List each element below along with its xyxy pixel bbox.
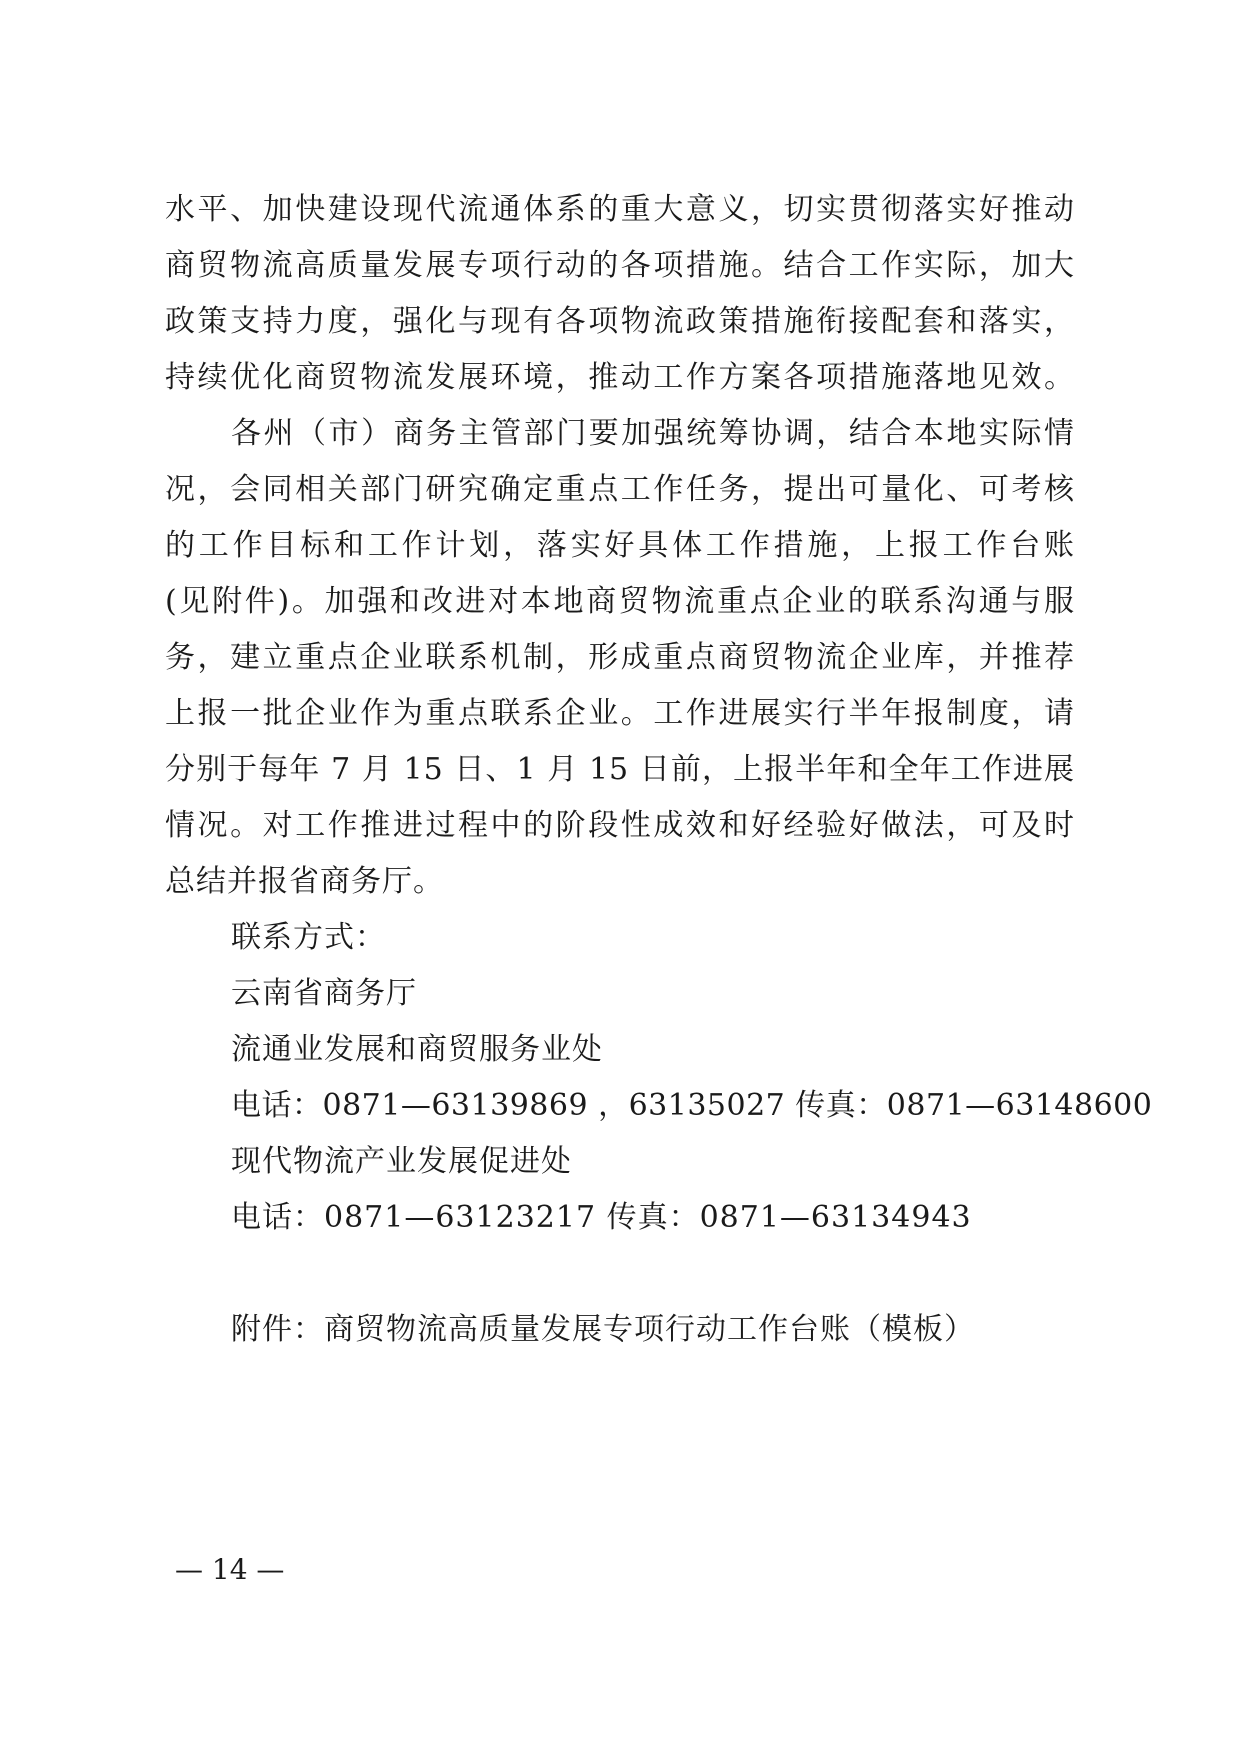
contact-department-1: 流通业发展和商贸服务业处 xyxy=(231,1032,603,1067)
contact-heading: 联系方式： xyxy=(231,920,386,955)
paragraph-2-line-1: 各州（市）商务主管部门要加强统筹协调，结合本地实际情 xyxy=(231,416,1075,451)
paragraph-2-line-7: 分别于每年 7 月 15 日、1 月 15 日前，上报半年和全年工作进展 xyxy=(165,752,1075,787)
paragraph-2-line-5: 务，建立重点企业联系机制，形成重点商贸物流企业库，并推荐 xyxy=(165,640,1075,675)
paragraph-1-line-4: 持续优化商贸物流发展环境，推动工作方案各项措施落地见效。 xyxy=(165,360,1075,395)
paragraph-2-line-8: 情况。对工作推进过程中的阶段性成效和好经验好做法，可及时 xyxy=(165,808,1075,843)
paragraph-1-line-3: 政策支持力度，强化与现有各项物流政策措施衔接配套和落实， xyxy=(165,304,1075,339)
attachment-note: 附件：商贸物流高质量发展专项行动工作台账（模板） xyxy=(231,1312,975,1347)
contact-department-2-phone: 电话：0871—63123217 传真：0871—63134943 xyxy=(231,1200,972,1235)
paragraph-1-line-1: 水平、加快建设现代流通体系的重大意义，切实贯彻落实好推动 xyxy=(165,192,1075,227)
paragraph-2-line-6: 上报一批企业作为重点联系企业。工作进展实行半年报制度，请 xyxy=(165,696,1075,731)
paragraph-2-line-3: 的工作目标和工作计划，落实好具体工作措施，上报工作台账 xyxy=(165,528,1075,563)
paragraph-1-line-2: 商贸物流高质量发展专项行动的各项措施。结合工作实际，加大 xyxy=(165,248,1075,283)
contact-department-2: 现代物流产业发展促进处 xyxy=(231,1144,572,1179)
paragraph-2-line-9: 总结并报省商务厅。 xyxy=(165,864,444,899)
contact-department-1-phone: 电话：0871—63139869 ，63135027 传真：0871—63148600 xyxy=(231,1088,1153,1123)
paragraph-2-line-2: 况，会同相关部门研究确定重点工作任务，提出可量化、可考核 xyxy=(165,472,1075,507)
page-number: — 14 — xyxy=(175,1553,285,1586)
contact-organization: 云南省商务厅 xyxy=(231,976,417,1011)
paragraph-2-line-4: (见附件)。加强和改进对本地商贸物流重点企业的联系沟通与服 xyxy=(165,584,1075,619)
